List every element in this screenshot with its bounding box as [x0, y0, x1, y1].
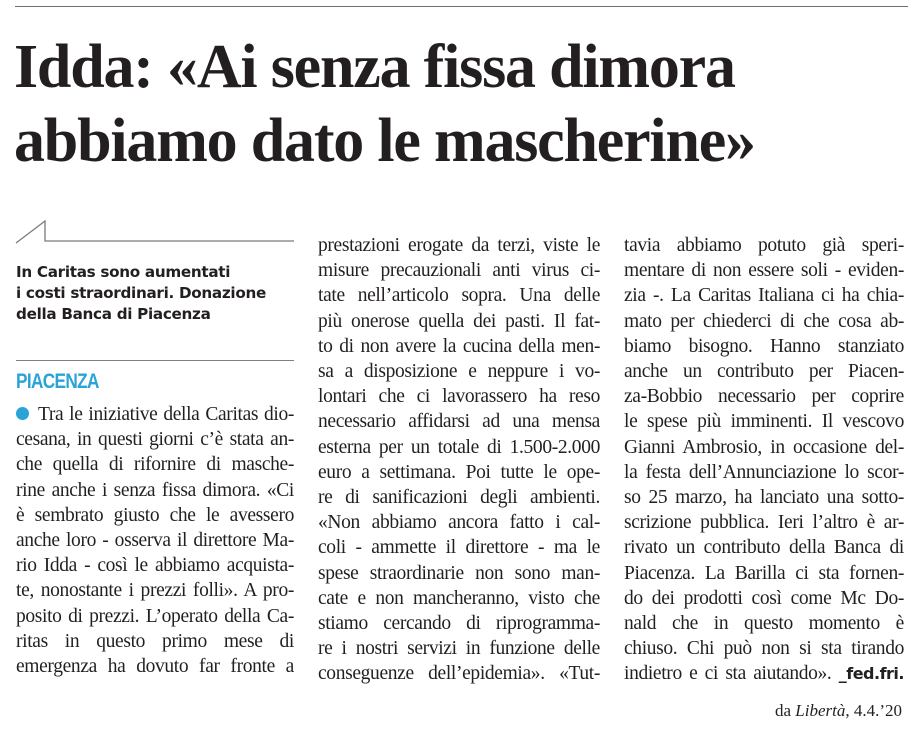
text-line: scrizione pubblica. Ieri l’altro è ar- — [624, 512, 904, 534]
text-line: te, nonostante i prezzi folli». A pro- — [16, 580, 294, 602]
text-line: biamo bisogno. Hanno stanziato — [624, 335, 904, 357]
text-line: le spese più imminenti. Il vescovo — [624, 411, 904, 433]
text-line: euro a settimana. Poi tutte le ope- — [318, 461, 600, 483]
text-line: Piacenza. La Barilla ci sta fornen- — [624, 562, 904, 584]
text-line: Gianni Ambrosio, in occasione del- — [624, 436, 904, 458]
subhead-line-3: della Banca di Piacenza — [16, 305, 211, 323]
text-line: sa a disposizione e neppure i vo- — [318, 361, 600, 383]
text-line: stiamo cercando di riprogramma- — [318, 613, 600, 635]
text-line: posito di prezzi. L’operato della Ca- — [16, 605, 294, 627]
text-line: indietro e ci sta aiutando». — [624, 663, 832, 685]
subheadline — [16, 262, 301, 325]
text-line: cate e non mancheranno, visto che — [318, 587, 600, 609]
text-line: zia -. La Caritas Italiana ci ha chia- — [624, 285, 904, 307]
text-line: «Non abbiamo ancora fatto i cal- — [318, 512, 600, 534]
text-line: necessario affidarsi ad una mensa — [318, 411, 600, 433]
text-line: più onerose quella dei pasti. Il fat- — [318, 310, 600, 332]
text-line: nald che in questo momento è — [624, 613, 904, 635]
text-line: tavia abbiamo potuto già speri- — [624, 235, 904, 256]
bullet-icon — [16, 407, 29, 420]
text-line: anche loro - osserva il direttore Ma- — [16, 530, 294, 552]
source-credit — [775, 701, 902, 721]
text-line: prestazioni erogate da terzi, viste le — [318, 235, 600, 256]
text-line: so 25 marzo, ha lanciato una sotto- — [624, 487, 904, 509]
text-line: misure precauzionali anti virus ci- — [318, 260, 600, 282]
article-column-3 — [624, 233, 904, 687]
divider — [16, 360, 294, 361]
source-prefix: da — [774, 701, 796, 720]
source-publication: Libertà — [795, 701, 846, 720]
text-line: rio Idda - così le abbiamo acquista- — [16, 555, 294, 577]
text-line: coli - ammette il direttore - ma le — [318, 537, 600, 559]
text-line: conseguenze dell’epidemia». «Tut- — [318, 663, 600, 685]
article-column-2 — [318, 233, 600, 687]
text-line: re i nostri servizi in funzione delle — [318, 638, 600, 660]
text-line: za-Bobbio necessario per coprire — [624, 386, 904, 408]
text-line: mato per chiederci di che cosa ab- — [624, 310, 904, 332]
dateline: PIACENZA — [16, 370, 99, 393]
text-line: anche un contributo per Piacen- — [624, 361, 904, 383]
text-line: to di non avere la cucina della men- — [318, 335, 600, 357]
author-signature: _fed.fri. — [838, 664, 904, 684]
top-rule — [15, 6, 908, 7]
section-corner-rule — [14, 218, 294, 248]
text-line: emergenza ha dovuto far fronte a — [16, 656, 294, 678]
text-line: rine anche i senza fissa dimora. «Ci — [16, 479, 294, 501]
subhead-line-2: i costi straordinari. Donazione — [16, 284, 266, 302]
text-line: tate nell’articolo sopra. Una delle — [318, 285, 600, 307]
text-line: ritas in questo primo mese di — [16, 630, 294, 652]
text-line: è sembrato giusto che le avessero — [16, 504, 294, 526]
text-line: re di sanificazioni degli ambienti. — [318, 487, 600, 509]
text-line: Tra le iniziative della Caritas dio- — [38, 404, 294, 425]
article-column-1 — [16, 402, 294, 679]
text-line: chiuso. Chi può non si sta tirando — [624, 638, 904, 660]
subhead-line-1: In Caritas sono aumentati — [16, 263, 231, 281]
text-line: spese straordinarie non sono man- — [318, 562, 600, 584]
text-line: mentare di non essere soli - eviden- — [624, 260, 904, 282]
text-line: lontari che ci lavorassero ha reso — [318, 386, 600, 408]
text-line: cesana, in questi giorni c’è stata an- — [16, 429, 294, 451]
headline — [14, 30, 914, 178]
headline-line-1: Idda: «Ai senza fissa dimora — [14, 33, 735, 101]
headline-line-2: abbiamo dato le mascherine» — [14, 107, 755, 175]
text-line: esterna per un totale di 1.500-2.000 — [318, 436, 600, 458]
text-line: do dei prodotti così come Mc Do- — [624, 587, 904, 609]
source-date: , 4.4.’20 — [845, 701, 902, 720]
text-line: la festa dell’Annunciazione lo scor- — [624, 461, 904, 483]
text-line: che quella di rifornire di masche- — [16, 454, 294, 476]
text-line: rivato un contributo della Banca di — [624, 537, 904, 559]
